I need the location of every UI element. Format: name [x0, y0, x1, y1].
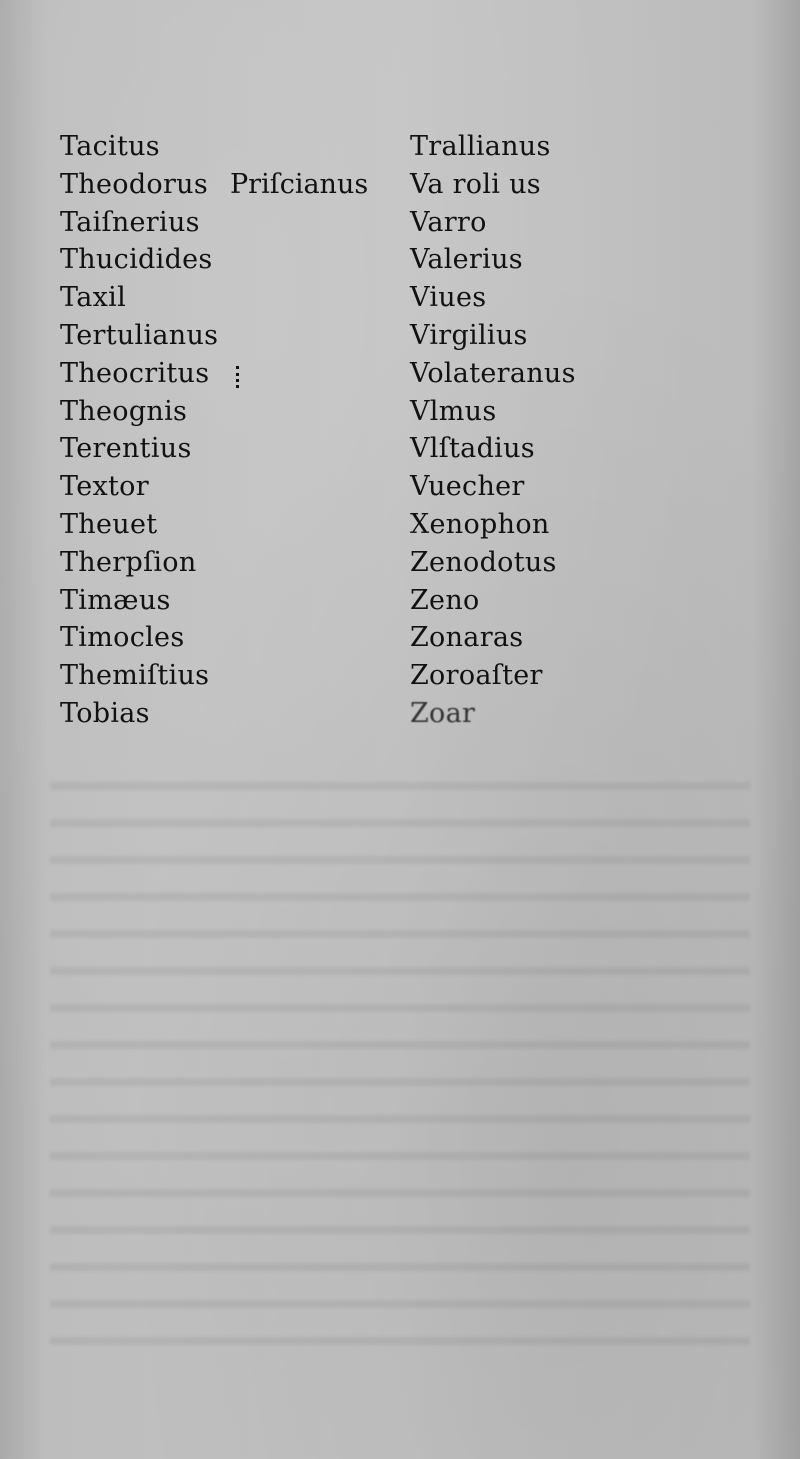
list-item: Vlmus — [410, 395, 497, 427]
list-item: Vlſtadius — [410, 433, 535, 465]
list-item: Textor — [60, 471, 149, 503]
list-item: Theocritus — [60, 357, 210, 389]
list-item: Xenophon — [410, 508, 550, 540]
list-item: Therpſion — [60, 546, 197, 578]
list-item: Va roli us — [410, 168, 541, 200]
list-item: Theognis — [60, 395, 188, 427]
list-item: Theuet — [60, 508, 158, 540]
list-item: Zeno — [410, 584, 480, 616]
list-item: Valerius — [410, 244, 523, 276]
list-item: Timocles — [60, 622, 185, 654]
name-list-left — [60, 128, 218, 733]
list-item: Volateranus — [410, 357, 576, 389]
list-item: Terentius — [60, 433, 192, 465]
list-item: Vuecher — [410, 471, 525, 503]
middle-entry: Priſcianus — [230, 168, 369, 200]
list-item: Trallianus — [410, 131, 551, 162]
list-item: Tertulianus — [60, 319, 219, 351]
list-item: Viues — [410, 282, 487, 314]
list-item: Taxil — [60, 282, 127, 314]
list-item: Zoroaſter — [410, 660, 543, 692]
ink-mark — [236, 366, 242, 388]
list-item: Timæus — [60, 584, 171, 616]
list-item: Zenodotus — [410, 546, 557, 578]
name-list-right — [410, 128, 576, 733]
list-item: Themiſtius — [60, 660, 210, 692]
list-item: Taiſnerius — [60, 206, 200, 238]
bleed-through-text — [50, 760, 750, 1360]
list-item: Theodorus — [60, 168, 209, 200]
list-item: Tobias — [60, 697, 150, 729]
list-item: Thucidides — [60, 244, 213, 276]
list-item: Zonaras — [410, 622, 524, 654]
list-item: Varro — [410, 206, 487, 238]
list-item: Zoar — [410, 697, 476, 729]
list-item: Virgilius — [410, 319, 528, 351]
list-item: Tacitus — [60, 131, 160, 162]
